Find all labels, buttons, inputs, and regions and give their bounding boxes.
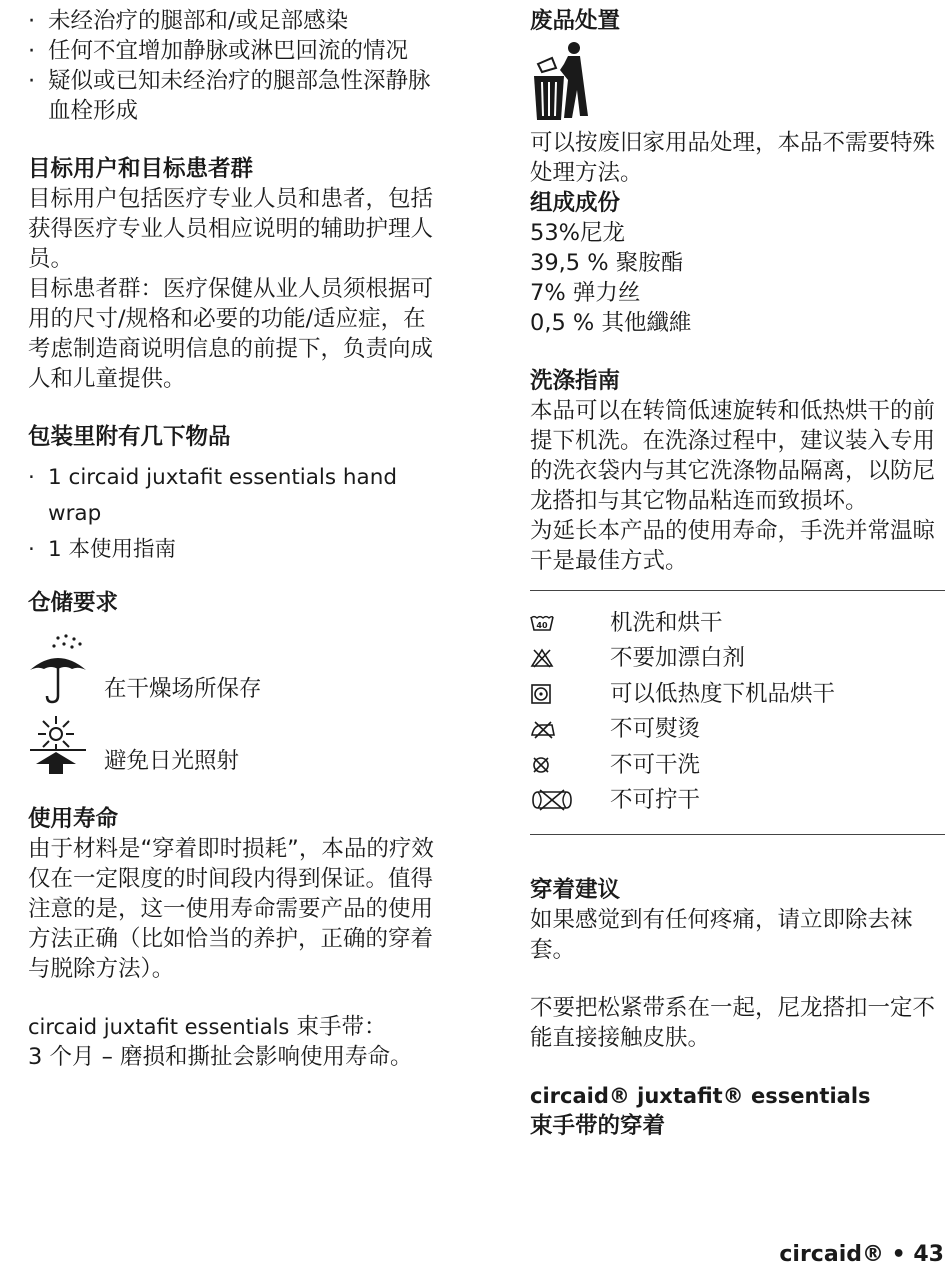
target-heading: 目标用户和目标患者群 [28,156,254,182]
care-label: 不可熨烫 [610,716,701,743]
storage-sun-row [28,704,448,776]
no-bleach-icon [530,648,554,668]
composition-item: 7% 弹力丝 [530,280,641,306]
care-label: 可以低热度下机品烘干 [610,680,836,707]
wash-40-icon [530,614,554,632]
care-row [530,676,945,712]
no-sunlight-icon [28,714,90,776]
no-dry-clean-icon [530,754,552,776]
care-label: 不可拧干 [610,787,701,814]
wearing-strap-text: 不要把松紧带系在一起，尼龙搭扣一定不能直接接触皮肤。 [530,995,936,1051]
contraindication-list [28,6,448,126]
product-sub-heading: 束手带的穿着 [530,1113,666,1139]
care-row [530,641,945,677]
list-item: · 1 circaid juxtafit essentials hand wrap [28,460,448,532]
disposal-text: 可以按废旧家用品处理，本品不需要特殊处理方法。 [530,130,936,186]
product-line-text: circaid® juxtafit® essentials [530,1084,871,1108]
storage-heading: 仓储要求 [28,590,119,616]
no-iron-icon [530,719,556,739]
storage-dry-text: 在干燥场所保存 [104,676,262,702]
composition-item: 0,5 % 其他纖維 [530,310,692,336]
care-label: 不可干洗 [610,751,701,778]
lifetime-duration-text: 3 个月 – 磨损和撕扯会影响使用寿命。 [28,1044,413,1070]
washing-handwash-text: 为延长本产品的使用寿命，手洗并常温晾干是最佳方式。 [530,518,936,574]
list-item: · 1 本使用指南 [28,532,448,568]
composition-item: 53%尼龙 [530,220,626,246]
product-type: 束手带： [289,1014,387,1040]
care-symbols-table [530,590,945,835]
page-number: 43 [913,1242,944,1267]
list-item: · 任何不宜增加静脉或淋巴回流的情况 [28,36,448,66]
storage-dry-row [28,632,448,704]
lifetime-heading: 使用寿命 [28,806,119,832]
care-row [530,712,945,748]
storage-sun-text: 避免日光照射 [104,748,240,774]
lifetime-product-line [28,1012,448,1042]
tumble-dry-low-icon [530,683,552,705]
product-name: circaid juxtafit essentials [28,1015,290,1039]
washing-text: 本品可以在转筒低速旋转和低热烘干的前提下机洗。在洗涤过程中，建议装入专用的洗衣袋内与其它洗涤物品隔离，以防尼龙搭扣与其它物品粘连而致损坏。 [530,398,936,514]
package-list [28,460,448,568]
composition-item: 39,5 % 聚胺酯 [530,250,684,276]
list-item: · 疑似或已知未经治疗的腿部急性深静脉血栓形成 [28,66,448,126]
umbrella-rain-icon [28,632,90,704]
no-wring-icon [530,788,574,812]
svg-text:40: 40 [536,620,548,630]
composition-heading: 组成成份 [530,190,621,216]
target-patients-text: 目标患者群：医疗保健从业人员须根据可用的尺寸/规格和必要的功能/适应症，在考虑制造商说明信息的前提下，负责向成人和儿童提供。 [28,276,434,392]
right-column [530,6,945,1141]
care-row [530,747,945,783]
product-line-heading [530,1081,945,1111]
wearing-pain-text: 如果感觉到有任何疼痛，请立即除去袜套。 [530,907,913,963]
disposal-heading: 废品处置 [530,8,621,34]
list-item: · 未经治疗的腿部和/或足部感染 [28,6,448,36]
care-row [530,605,945,641]
target-users-text: 目标用户包括医疗专业人员和患者，包括获得医疗专业人员相应说明的辅助护理人员。 [28,186,434,272]
care-label: 不要加漂白剂 [610,645,746,672]
wearing-heading: 穿着建议 [530,877,621,903]
care-label: 机洗和烘干 [610,609,723,636]
footer-brand: circaid® [779,1242,884,1267]
lifetime-text: 由于材料是“穿着即时损耗”，本品的疗效仅在一定限度的时间段内得到保证。值得注意的是，这一使用寿命需要产品的使用方法正确（比如恰当的养护，正确的穿着与脱除方法）。 [28,836,434,982]
page-footer: circaid® • 43 [779,1242,944,1267]
washing-heading: 洗涤指南 [530,368,621,394]
package-heading: 包装里附有几下物品 [28,424,231,450]
left-column [28,6,448,1072]
care-row [530,783,945,819]
trash-bin-person-icon [530,40,594,124]
